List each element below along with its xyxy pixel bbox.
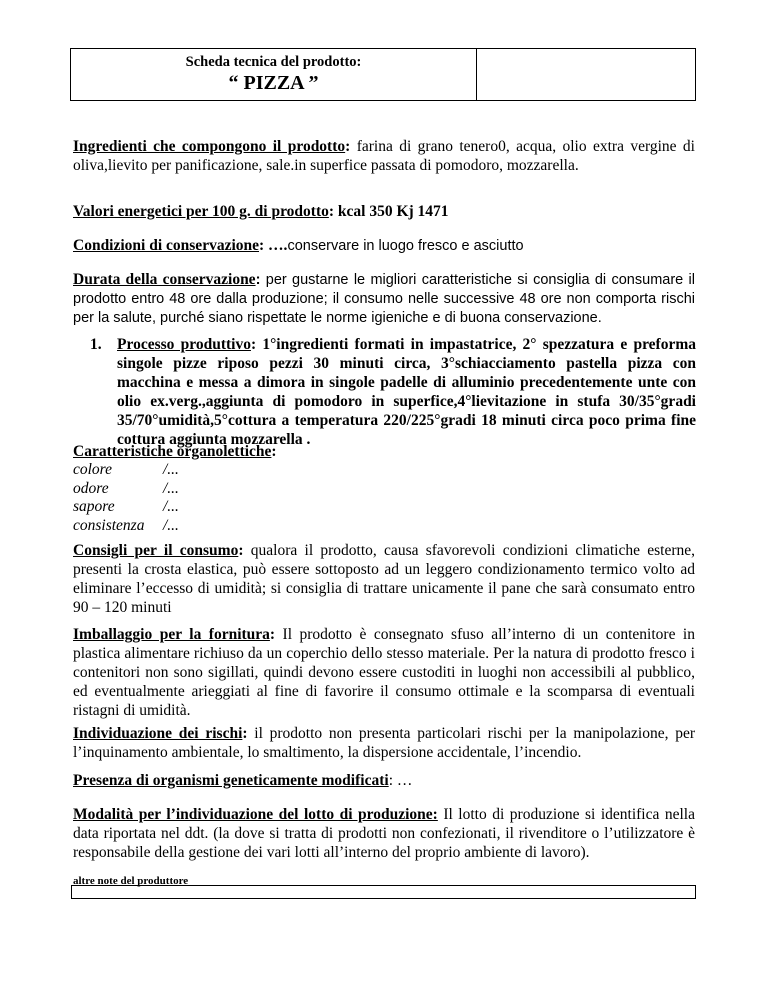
organolettiche-row xyxy=(73,461,223,480)
organolettiche-value: /... xyxy=(163,498,179,515)
ogm-text: : … xyxy=(388,772,413,789)
ogm-section xyxy=(73,771,695,790)
conservazione-label: Condizioni di conservazione xyxy=(73,237,260,254)
note-box xyxy=(71,885,696,899)
organolettiche-key: consistenza xyxy=(73,516,145,534)
organolettiche-value: /... xyxy=(163,461,179,478)
organolettiche-key: odore xyxy=(73,479,109,497)
header-box xyxy=(70,48,696,101)
consigli-colon: : xyxy=(238,542,244,559)
consigli-section xyxy=(73,541,695,617)
product-title: “ PIZZA ” xyxy=(228,72,319,94)
valori-text: : kcal 350 Kj 1471 xyxy=(328,203,449,220)
processo-label: Processo produttivo xyxy=(117,336,251,353)
header-title-cell xyxy=(71,49,477,100)
ingredienti-label: Ingredienti che compongono il prodotto xyxy=(73,138,346,155)
organolettiche-colon: : xyxy=(271,443,277,460)
note-label: altre note del produttore xyxy=(73,875,189,887)
ogm-label: Presenza di organismi geneticamente modificati xyxy=(73,772,389,789)
rischi-section xyxy=(73,724,695,762)
organolettiche-table xyxy=(73,461,223,535)
valori-section xyxy=(73,202,695,221)
processo-section xyxy=(90,335,696,449)
valori-label: Valori energetici per 100 g. di prodotto xyxy=(73,203,329,220)
lotto-label: Modalità per l’individuazione del lotto di produzione: xyxy=(73,806,438,823)
header-empty-cell xyxy=(477,49,695,100)
imballaggio-section xyxy=(73,625,695,720)
ingredienti-text: farina di grano tenero0, acqua, olio extra vergine di oliva,lievito per panificazione, sale.in superfice passata di pomodoro, mozzarella. xyxy=(73,138,695,174)
rischi-text: il prodotto non presenta particolari rischi per la manipolazione, per l’inquinamento ambientale, lo smaltimento, la dispersione accidentale, l’incendio. xyxy=(73,725,695,761)
durata-section xyxy=(73,270,695,328)
imballaggio-colon: : xyxy=(269,626,276,643)
organolettiche-row xyxy=(73,498,223,517)
rischi-colon: : xyxy=(242,725,248,742)
ingredienti-section xyxy=(73,137,695,175)
organolettiche-value: /... xyxy=(163,479,179,497)
durata-text: per gustarne le migliori caratteristiche si consiglia di consumare il prodotto entro 48 ore dalla produzione; il consumo nelle successive 48 ore non comporta rischi per la salute, purché siano rispettate le norme igieniche e di buona conservazione. xyxy=(73,272,696,326)
header-subtitle: Scheda tecnica del prodotto: xyxy=(185,54,362,70)
ingredienti-colon: : xyxy=(345,138,351,155)
lotto-text: Il lotto di produzione si identifica nella data riportata nel ddt. (la dove si tratta di prodotti non confezionati, il rivenditore o l’utilizzatore è responsabile della gestione dei vari lotti all’interno del proprio ambiente di lavoro). xyxy=(73,806,695,861)
conservazione-text: conservare in luogo fresco e asciutto xyxy=(287,238,524,254)
durata-label: Durata della conservazione xyxy=(73,271,256,288)
organolettiche-row xyxy=(73,517,223,536)
processo-number: 1. xyxy=(90,336,102,353)
lotto-section xyxy=(73,805,695,862)
processo-text: : 1°ingredienti formati in impastatrice, 2° spezzatura e preforma singole pizze riposo pezzi 30 minuti circa, 3°schiacciamento pastella pizza con macchina e messa a dimora in singole padelle di alluminio precedentemente unte con olio ex.verg.,aggiunta di pomodoro in superfice,4°lievitazione in stufa 30/35°gradi 35/70°umidità,5°cottura a temperatura 220/225°gradi 18 minuti circa poco prima fine cottura aggiunta mozzarella . xyxy=(117,336,697,448)
organolettiche-row xyxy=(73,480,223,499)
conservazione-colon: : …. xyxy=(259,237,288,254)
organolettiche-label: Caratteristiche organolettiche xyxy=(73,443,272,460)
organolettiche-heading xyxy=(73,442,695,461)
consigli-label: Consigli per il consumo xyxy=(73,542,239,559)
imballaggio-text: Il prodotto è consegnato sfuso all’interno di un contenitore in plastica alimentare richiuso da un coperchio dello stesso materiale. Per la natura di prodotto fresco i contenitori non sono sigillati, quindi devono essere custoditi in luoghi non accessibili al pubblico, ed eventualmente arieggiati al fine di favorire il consumo ottimale e la scomparsa di eventuali ristagni di umidità. xyxy=(73,626,695,719)
organolettiche-value: /... xyxy=(163,516,179,534)
organolettiche-key: sapore xyxy=(73,498,115,515)
durata-colon: : xyxy=(255,272,261,288)
imballaggio-label: Imballaggio per la fornitura xyxy=(73,626,270,643)
organolettiche-key: colore xyxy=(73,461,113,478)
conservazione-section xyxy=(73,236,695,256)
consigli-text: qualora il prodotto, causa sfavorevoli condizioni climatiche esterne, presenti la crosta elastica, può essere sottoposto ad un leggero condizionamento termico volto ad eliminare l’eccesso di umidità; si consiglia di trattare unicamente il pane che sarà consumato entro 90 – 120 minuti xyxy=(73,542,695,616)
rischi-label: Individuazione dei rischi xyxy=(73,725,243,742)
